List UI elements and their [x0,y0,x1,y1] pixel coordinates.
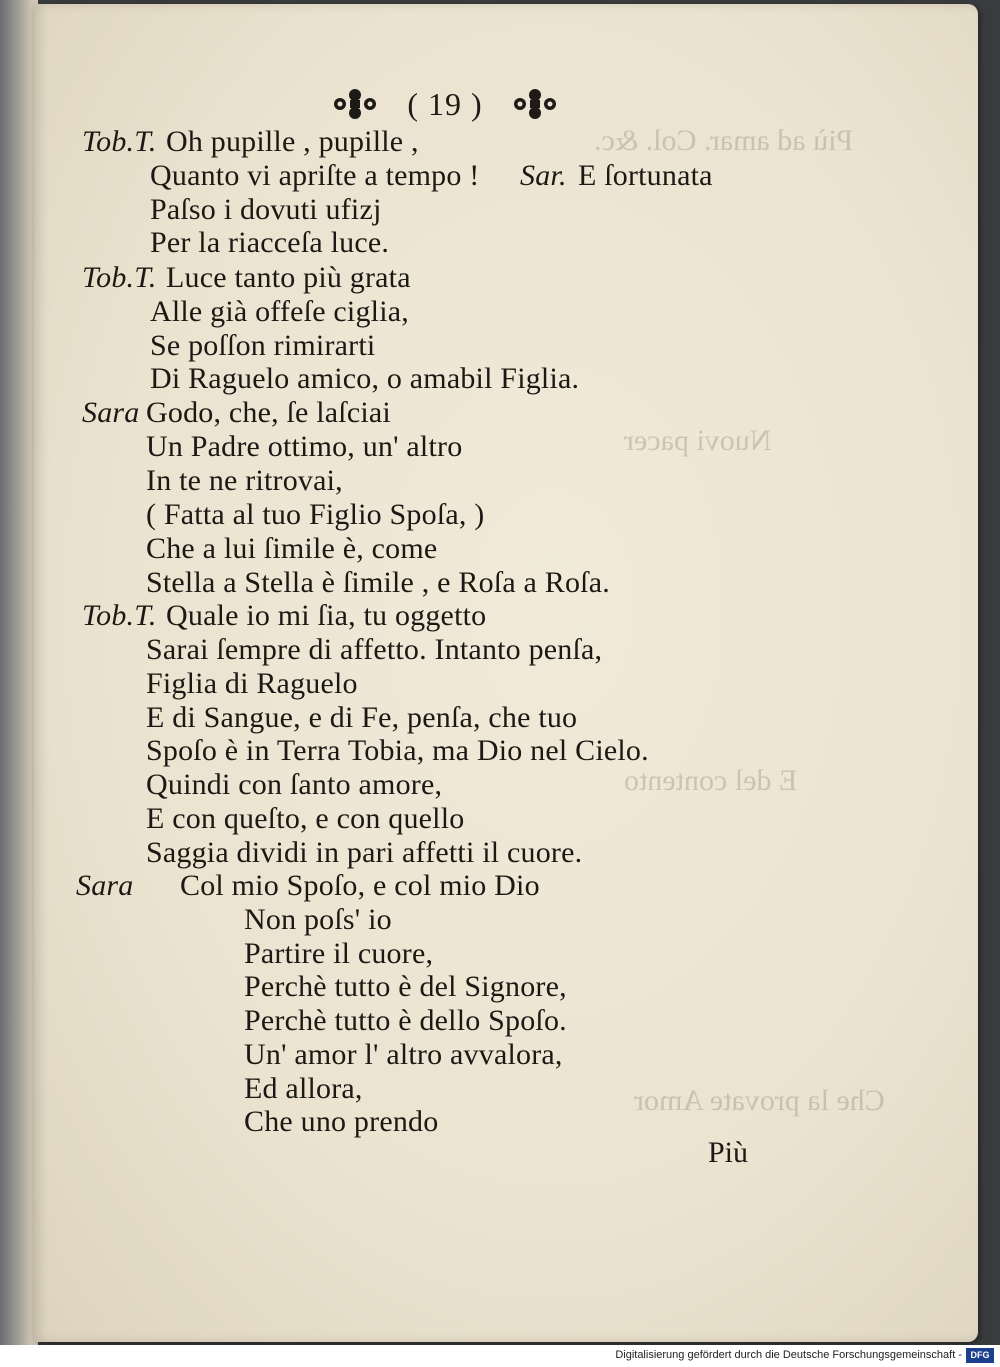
verse-line: Quanto vi apriſte a tempo ! [150,159,480,192]
fleuron-left-icon [330,87,380,121]
dfg-logo: DFG [966,1348,994,1363]
catchword: Più [708,1136,749,1169]
verse-line: E con queſto, e con quello [146,802,465,835]
verse-line: Stella a Stella è ſimile , e Roſa a Roſa. [146,566,610,599]
footer-credit-text: Digitalisierung gefördert durch die Deutsche Forschungsgemeinschaft - [615,1349,962,1361]
verse-line: Ed allora, [244,1072,363,1105]
verse-line: Figlia di Raguelo [146,667,358,700]
verse-line: Paſso i dovuti ufizj [150,193,382,226]
verse-line: Spoſo è in Terra Tobia, ma Dio nel Cielo. [146,734,649,767]
verse-line: Non poſs' io [244,903,392,936]
verse-line: ( Fatta al tuo Figlio Spoſa, ) [146,498,485,531]
fleuron-right-icon [510,87,560,121]
speaker-label: Tob.T. [82,599,157,632]
verse-line: Che a lui ſimile è, come [146,532,438,565]
verse-line: Di Raguelo amico, o amabil Figlia. [150,362,580,395]
verse-line: Saggia dividi in pari affetti il cuore. [146,836,583,869]
verse-line: Per la riacceſa luce. [150,226,390,259]
speaker-label: Sar. [520,159,567,192]
verse-line: Che uno prendo [244,1105,439,1138]
speaker-label: Sara [76,869,134,902]
verse-line: E di Sangue, e di Fe, penſa, che tuo [146,701,578,734]
verse-line: Quale io mi ſia, tu oggetto [166,599,487,632]
speaker-label: Tob.T. [82,261,157,294]
show-through-text: Che la provate Amor [634,1084,885,1117]
digitization-footer [0,1345,1000,1367]
verse-line: Un Padre ottimo, un' altro [146,430,463,463]
verse-line: In te ne ritrovai, [146,464,343,497]
speaker-label: Tob.T. [82,125,157,158]
verse-line: Godo, che, ſe laſciai [146,396,391,429]
verse-line: Quindi con ſanto amore, [146,768,443,801]
verse-line: Oh pupille , pupille , [166,125,419,158]
verse-line: Col mio Spoſo, e col mio Dio [180,869,540,902]
verse-line: Se poſſon rimirarti [150,329,376,362]
speaker-label: Sara [82,396,140,429]
verse-line: Alle già offeſe ciglia, [150,295,409,328]
page-number: ( 19 ) [407,85,483,122]
verse-line: Perchè tutto è dello Spoſo. [244,1004,567,1037]
show-through-text: Più ad amar. Col. &c. [594,124,854,157]
book-binding-edge [0,0,38,1345]
verse-line: Perchè tutto è del Signore, [244,970,567,1003]
show-through-text: Nuovi pacer [624,424,772,457]
show-through-text: E del contento [624,764,798,797]
verse-line: E ſortunata [578,159,713,192]
verse-line: Luce tanto più grata [166,261,411,294]
verse-line: Partire il cuore, [244,937,434,970]
page-header [330,80,560,128]
verse-line: Sarai ſempre di affetto. Intanto penſa, [146,633,603,666]
verse-line: Un' amor l' altro avvalora, [244,1038,563,1071]
